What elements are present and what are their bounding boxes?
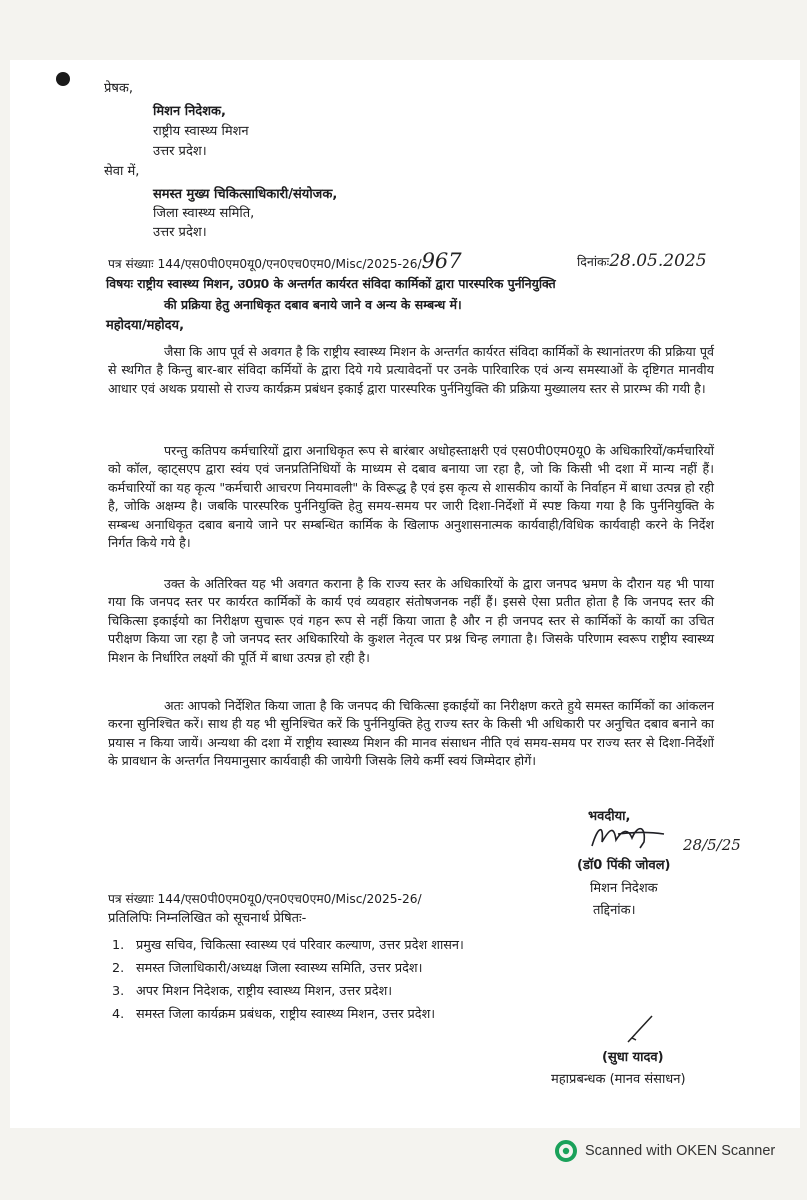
closing: भवदीया, [588, 809, 631, 824]
letter-number-prefix: पत्र संख्याः 144/एस0पी0एम0यू0/एन0एच0एम0/Misc/2025-26/ [108, 257, 422, 271]
handwritten-letter-number: 967 [421, 249, 462, 273]
copy-intro: प्रतिलिपिः निम्नलिखित को सूचनार्थ प्रेषितः- [108, 911, 307, 926]
signatory-date-same: तद्दिनांक। [593, 903, 636, 918]
signatory-title: मिशन निदेशक [590, 881, 658, 896]
list-item: 3. अपर मिशन निदेशक, राष्ट्रीय स्वास्थ्य मिशन, उत्तर प्रदेश। [112, 984, 393, 999]
sender-name: मिशन निदेशक, [153, 104, 226, 119]
oken-logo-icon [555, 1140, 577, 1162]
recipient-state: उत्तर प्रदेश। [153, 225, 207, 240]
recipient-label: सेवा में, [104, 164, 140, 179]
body-paragraph-3: उक्त के अतिरिक्त यह भी अवगत कराना है कि राज्य स्तर के अधिकारियों के द्वारा जनपद भ्रमण के दौरान यह भी पाया गया कि जनपद स्तर पर कार्यरत कार्मिकों के कार्य एवं व्यवहार संतोषजनक नहीं हैं। इससे ऐसा प्रतीत होता है कि जनपद स्तर की चिकित्सा इकाईयो का निरीक्षण सुचारू एवं गहन रूप से नहीं किया जाता है और न ही जनपद स्तर से कार्मिकों के कार्यो का उचित परीक्षण किया जा रहा है जो जनपद स्तर अधिकारियो के कुशल नेतृत्व पर प्रश्न चिन्ह लगाता है। जिसके परिणाम स्वरूप राष्ट्रीय स्वास्थ्य मिशन के निर्धारित लक्ष्यों की पूर्ति में बाधा उत्पन्न हो रही है। [108, 576, 714, 665]
subject-line-1: विषयः राष्ट्रीय स्वास्थ्य मिशन, उ0प्र0 के अन्तर्गत कार्यरत संविदा कार्मिकों द्वारा पारस्परिक पुर्ननियुक्ति [106, 276, 556, 291]
signature-date: 28/5/25 [683, 836, 741, 854]
copy-list [112, 934, 464, 1026]
second-signatory-name: (सुधा यादव) [602, 1050, 664, 1065]
recipient-org: जिला स्वास्थ्य समिति, [153, 206, 255, 221]
sender-org: राष्ट्रीय स्वास्थ्य मिशन [153, 124, 249, 139]
copy-letter-number: पत्र संख्याः 144/एस0पी0एम0यू0/एन0एच0एम0/Misc/2025-26/ [108, 892, 422, 906]
date-label: दिनांकः [577, 254, 610, 269]
body-paragraph-2: परन्तु कतिपय कर्मचारियों द्वारा अनाधिकृत रूप से बारंबार अधोहस्ताक्षरी एवं एस0पी0एम0यू0 के अधिकारियों/कर्मचारियों को कॉल, व्हाट्सएप द्वारा स्वंय एवं जनप्रतिनिधियों के माध्यम से दबाव बनाया जा रहा है, जो कि किसी भी दशा में मान्य नहीं हैं। कर्मचारियों का यह कृत्य "कर्मचारी आचरण नियमावली" के विरूद्ध है एवं इस कृत्य से शासकीय कार्यो के निर्वाहन में बाधा उत्पन्न हो रही है, जोकि अक्षम्य है। जबकि पारस्परिक पुर्ननियुक्ति हेतु समय-समय पर जारी दिशा-निर्देशों में स्पष्ट किया गया है कि पुर्ननियुक्ति के सम्बन्ध अनाधिकृत दबाव बनाये जाने पर सम्बन्धित कार्मिक के खिलाफ अनुशासनात्मक कार्यवाही/विधिक कार्यवाही करने के निर्देश निर्गत किये गये है। [108, 443, 714, 551]
salutation: महोदया/महोदय, [106, 318, 185, 333]
scanner-watermark [555, 1136, 807, 1166]
letter-number [108, 249, 462, 273]
sender-label: प्रेषक, [104, 81, 134, 96]
sender-state: उत्तर प्रदेश। [153, 144, 207, 159]
recipient-name: समस्त मुख्य चिकित्साधिकारी/संयोजक, [153, 187, 338, 202]
subject-line-2: की प्रक्रिया हेतु अनाधिकृत दबाव बनाये जाने व अन्य के सम्बन्ध में। [164, 297, 462, 312]
signatory-name: (डॉ0 पिंकी जोवल) [577, 858, 671, 873]
signature-scribble-icon [588, 820, 668, 854]
second-signature-mark-icon [622, 1012, 662, 1046]
second-signatory-title: महाप्रबन्धक (मानव संसाधन) [551, 1072, 686, 1087]
punch-hole [56, 72, 70, 86]
body-paragraph-1: जैसा कि आप पूर्व से अवगत है कि राष्ट्रीय स्वास्थ्य मिशन के अन्तर्गत कार्यरत संविदा कार्मिकों के स्थानांतरण की प्रक्रिया पूर्व से स्थगित है किन्तु बार-बार संविदा कर्मियों के द्वारा दिये गये प्रत्यावेदनों पर उनके पारिवारिक एवं अन्य समस्याओं के दृष्टिगत मानवीय आधार एवं अथक प्रयासो से राज्य कार्यक्रम प्रबंधन इकाई द्वारा पारस्परिक पुर्ननियुक्ति की प्रक्रिया मुख्यालय स्तर से प्रारम्भ की गयी है। [108, 344, 714, 396]
list-item: 4. समस्त जिला कार्यक्रम प्रबंधक, राष्ट्रीय स्वास्थ्य मिशन, उत्तर प्रदेश। [112, 1007, 436, 1022]
letter-date [577, 252, 707, 271]
list-item: 1. प्रमुख सचिव, चिकित्सा स्वास्थ्य एवं परिवार कल्याण, उत्तर प्रदेश शासन। [112, 938, 464, 953]
list-item: 2. समस्त जिलाधिकारी/अध्यक्ष जिला स्वास्थ्य समिति, उत्तर प्रदेश। [112, 961, 423, 976]
scanner-label: Scanned with OKEN Scanner [585, 1143, 776, 1159]
handwritten-date: 28.05.2025 [609, 251, 707, 271]
body-paragraph-4: अतः आपको निर्देशित किया जाता है कि जनपद की चिकित्सा इकाईयों का निरीक्षण करते हुये समस्त कार्मिकों का आंकलन करना सुनिश्चित करें। साथ ही यह भी सुनिश्चित करें कि पुर्ननियुक्ति हेतु राज्य स्तर के किसी भी अधिकारी पर अनुचित दबाव बनाने का प्रयास न किया जायें। अन्यथा की दशा में राष्ट्रीय स्वास्थ्य मिशन की मानव संसाधन नीति एवं समय-समय पर राज्य स्तर से दिशा-निर्देशों के प्रावधान के अन्तर्गत नियमानुसार कार्यवाही की जायेगी जिसके लिये कर्मी स्वयं जिम्मेदार होगें। [108, 698, 714, 769]
